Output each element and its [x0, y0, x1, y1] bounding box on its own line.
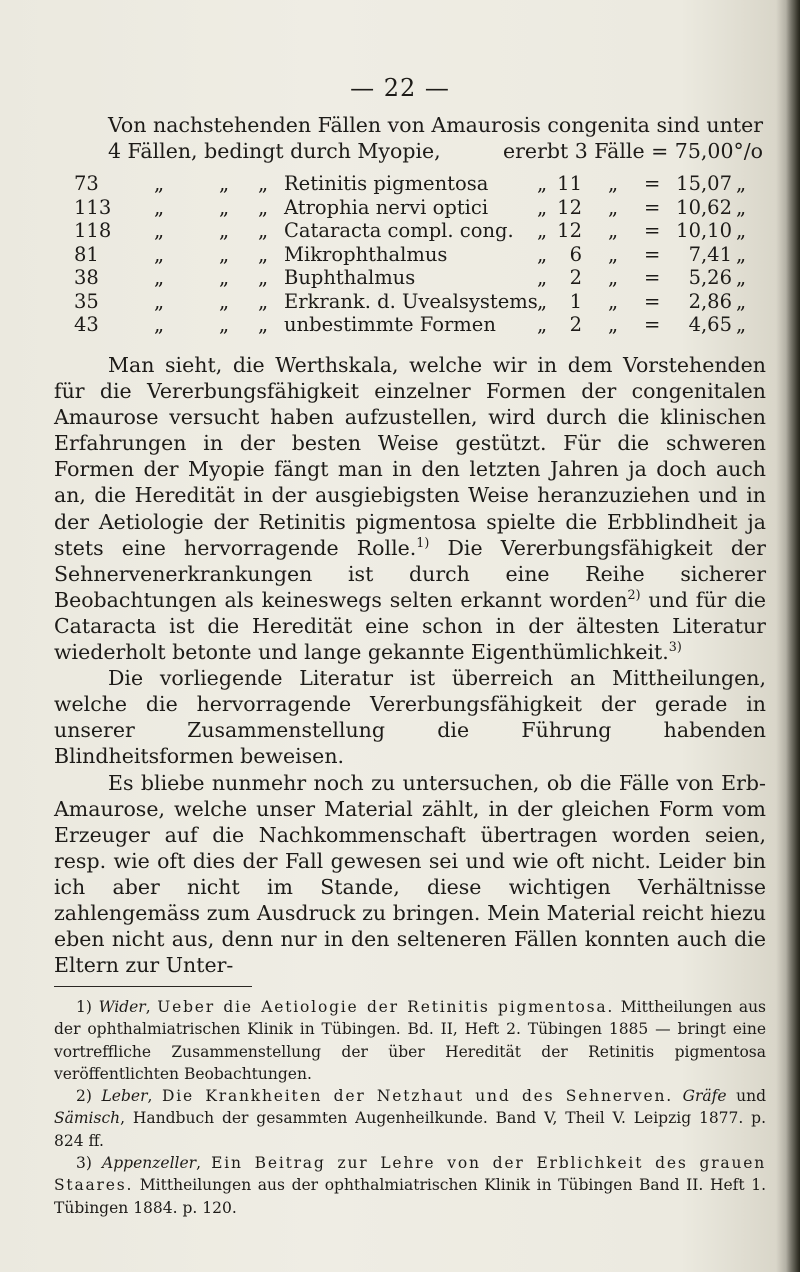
- footnote-2-author-2: Gräfe: [682, 1087, 727, 1106]
- ditto-mark: „: [537, 289, 548, 313]
- ditto-mark: „: [608, 242, 619, 266]
- statistics-row: [74, 172, 764, 196]
- ditto-mark: „: [608, 289, 619, 313]
- footnote-1-rest: Mittheilungen aus der ophthalmiatrischen Klinik in Tübingen. Bd. II, Heft 2. Tübingen 1885 — bringt eine vortreffliche Zusammenstellung der über Heredität der Retinitis pigmentosa veröffentlichten Beobachtungen.: [54, 998, 767, 1083]
- footnote-3-rest: Mittheilungen aus der ophthalmiatrischen Klinik in Tübingen Band II. Heft 1. Tübingen 1884. p. 120.: [54, 1176, 766, 1217]
- body-text: [54, 352, 766, 978]
- percentage: 4,65: [688, 313, 732, 336]
- footnote-ref-3: 3): [668, 639, 682, 655]
- footnote-3-mark: 3): [76, 1154, 92, 1173]
- paragraph-1-part-c: und für die Cataracta ist die Heredität eine schon in der ältesten Literatur wiederholt betonte und lange gekannte Eigenthümlichkeit.: [54, 587, 767, 665]
- ditto-mark: „: [736, 242, 747, 266]
- diagnosis: Cataracta compl. cong.: [284, 219, 514, 242]
- case-count: 38: [74, 266, 99, 289]
- equals-sign: =: [644, 195, 661, 219]
- footnote-2-title: Die Krankheiten der Netzhaut und des Sehnerven.: [162, 1087, 673, 1106]
- case-count: 113: [74, 195, 112, 219]
- ditto-mark: „: [537, 195, 548, 219]
- ditto-mark: „: [219, 195, 230, 219]
- ditto-mark: „: [219, 313, 230, 336]
- inherited-count: 2: [569, 266, 582, 289]
- equals-sign: =: [644, 219, 661, 242]
- intro-line-2: [108, 138, 763, 164]
- page-number: — 22 —: [350, 74, 450, 102]
- intro-line-2-right: ererbt 3 Fälle = 75,00°/o: [503, 139, 763, 163]
- ditto-mark: „: [537, 313, 548, 336]
- percentage: 2,86: [688, 289, 732, 313]
- page-edge-shadow: [786, 0, 800, 1272]
- ditto-mark: „: [736, 219, 747, 242]
- ditto-mark: „: [537, 242, 548, 266]
- ditto-mark: „: [258, 172, 269, 195]
- ditto-mark: „: [258, 313, 269, 336]
- percentage: 15,07: [676, 172, 732, 195]
- ditto-mark: „: [219, 172, 230, 195]
- inherited-count: 11: [557, 172, 582, 195]
- footnote-1: [54, 996, 766, 1085]
- case-count: 118: [74, 219, 112, 242]
- ditto-mark: „: [219, 219, 230, 242]
- footnote-1-title: Ueber die Aetiologie der Retinitis pigmentosa.: [157, 998, 615, 1016]
- paragraph-2: Die vorliegende Literatur ist überreich an Mittheilungen, welche die hervorragende Vererbungsfähigkeit der gerade in unserer Zusammenstellung die Führung habenden Blindheitsformen beweisen.: [54, 666, 766, 769]
- diagnosis: unbestimmte Formen: [284, 313, 496, 336]
- diagnosis: Retinitis pigmentosa: [284, 172, 489, 195]
- ditto-mark: „: [537, 266, 548, 289]
- ditto-mark: „: [258, 289, 269, 313]
- case-count: 81: [74, 242, 99, 266]
- percentage: 10,10: [676, 219, 732, 242]
- diagnosis: Atrophia nervi optici: [284, 195, 489, 219]
- footnote-1-mark: 1): [76, 998, 92, 1016]
- inherited-count: 1: [569, 289, 582, 313]
- inherited-count: 2: [569, 313, 582, 336]
- paragraph-1-part-a: Man sieht, die Werthskala, welche wir in dem Vorstehenden für die Vererbungsfähigkeit einzelner Formen der congenitalen Amaurose versucht haben aufzustellen, wird durch die klinischen Erfahrungen in der besten Weise gestützt. Für die schweren Formen der Myopie fängt man in den letzten Jahren ja doch auch an, die Heredität in der ausgiebigsten Weise heranzuziehen und in der Aetiologie der Retinitis pigmentosa spielte die Erbblindheit ja stets eine hervorragende Rolle.: [54, 353, 766, 560]
- ditto-mark: „: [219, 266, 230, 289]
- ditto-mark: „: [154, 195, 165, 219]
- paragraph-1-part-b: Die Vererbungsfähigkeit der Sehnervenerkrankungen ist durch eine Reihe sicherer Beobachtungen als keineswegs selten erkannt worden: [54, 535, 766, 612]
- ditto-mark: „: [608, 266, 619, 289]
- ditto-mark: „: [537, 172, 548, 195]
- ditto-mark: „: [608, 195, 619, 219]
- ditto-mark: „: [154, 172, 165, 195]
- footnote-2-author-3: Sämisch: [54, 1109, 121, 1128]
- ditto-mark: „: [258, 242, 269, 266]
- footnote-2-author: Leber: [101, 1087, 148, 1106]
- footnotes: [54, 996, 766, 1219]
- equals-sign: =: [644, 242, 661, 266]
- footnote-1-author: Wider: [98, 998, 146, 1016]
- footnote-2: [54, 1085, 766, 1152]
- statistics-table: [74, 172, 764, 337]
- diagnosis: Mikrophthalmus: [284, 242, 448, 266]
- ditto-mark: „: [736, 195, 747, 219]
- ditto-mark: „: [736, 289, 747, 313]
- footnote-2-mark: 2): [76, 1087, 92, 1106]
- intro-sentence: [108, 112, 763, 164]
- inherited-count: 12: [557, 195, 582, 219]
- diagnosis: Buphthalmus: [284, 266, 416, 289]
- ditto-mark: „: [258, 219, 269, 242]
- percentage: 7,41: [688, 242, 732, 266]
- ditto-mark: „: [608, 172, 619, 195]
- ditto-mark: „: [219, 242, 230, 266]
- statistics-row: [74, 196, 764, 220]
- ditto-mark: „: [219, 289, 230, 313]
- statistics-row: [74, 313, 764, 337]
- ditto-mark: „: [258, 195, 269, 219]
- footnote-ref-1: 1): [416, 534, 430, 550]
- footnote-3-title: Ein Beitrag zur Lehre von der Erblichkeit des grauen Staares.: [54, 1154, 766, 1195]
- statistics-row: [74, 219, 764, 243]
- footnote-3: [54, 1152, 766, 1219]
- percentage: 10,62: [676, 195, 732, 219]
- ditto-mark: „: [736, 172, 747, 195]
- ditto-mark: „: [608, 313, 619, 336]
- statistics-row: [74, 290, 764, 314]
- equals-sign: =: [644, 313, 661, 336]
- ditto-mark: „: [736, 313, 747, 336]
- footnote-1-sep: ,: [145, 998, 158, 1016]
- ditto-mark: „: [154, 289, 165, 313]
- case-count: 35: [74, 289, 99, 313]
- ditto-mark: „: [154, 266, 165, 289]
- ditto-mark: „: [608, 219, 619, 242]
- ditto-mark: „: [736, 266, 747, 289]
- footnote-3-sep: ,: [196, 1154, 212, 1173]
- case-count: 73: [74, 172, 99, 195]
- footnote-rule: [54, 986, 252, 987]
- footnote-2-mid: und: [726, 1087, 766, 1106]
- intro-line-1: Von nachstehenden Fällen von Amaurosis congenita sind unter: [108, 113, 763, 137]
- inherited-count: 12: [557, 219, 582, 242]
- equals-sign: =: [644, 289, 661, 313]
- ditto-mark: „: [154, 313, 165, 336]
- statistics-row: [74, 266, 764, 290]
- percentage: 5,26: [688, 266, 732, 289]
- intro-line-2-left: 4 Fällen, bedingt durch Myopie,: [108, 139, 441, 163]
- ditto-mark: „: [154, 242, 165, 266]
- ditto-mark: „: [537, 219, 548, 242]
- footnote-2-sep: ,: [147, 1087, 163, 1106]
- statistics-row: [74, 243, 764, 267]
- footnote-ref-2: 2): [627, 587, 641, 603]
- diagnosis: Erkrank. d. Uvealsystems: [284, 289, 538, 313]
- inherited-count: 6: [569, 242, 582, 266]
- ditto-mark: „: [154, 219, 165, 242]
- footnote-3-author: Appenzeller: [102, 1154, 197, 1173]
- equals-sign: =: [644, 266, 661, 289]
- paragraph-1: [54, 352, 766, 665]
- case-count: 43: [74, 313, 99, 336]
- ditto-mark: „: [258, 266, 269, 289]
- footnote-2-rest: , Handbuch der gesammten Augenheilkunde. Band V, Theil V. Leipzig 1877. p. 824 ff.: [54, 1109, 766, 1150]
- equals-sign: =: [644, 172, 661, 195]
- paragraph-3: Es bliebe nunmehr noch zu untersuchen, ob die Fälle von Erb-Amaurose, welche unser Material zählt, in der gleichen Form vom Erzeuger auf die Nachkommenschaft übertragen worden seien, resp. wie oft dies der Fall gewesen sei und wie oft nicht. Leider bin ich aber nicht im Stande, diese wichtigen Verhältnisse zahlengemäss zum Ausdruck zu bringen. Mein Material reicht hiezu eben nicht aus, denn nur in den selteneren Fällen konnten auch die Eltern zur Unter-: [54, 770, 766, 978]
